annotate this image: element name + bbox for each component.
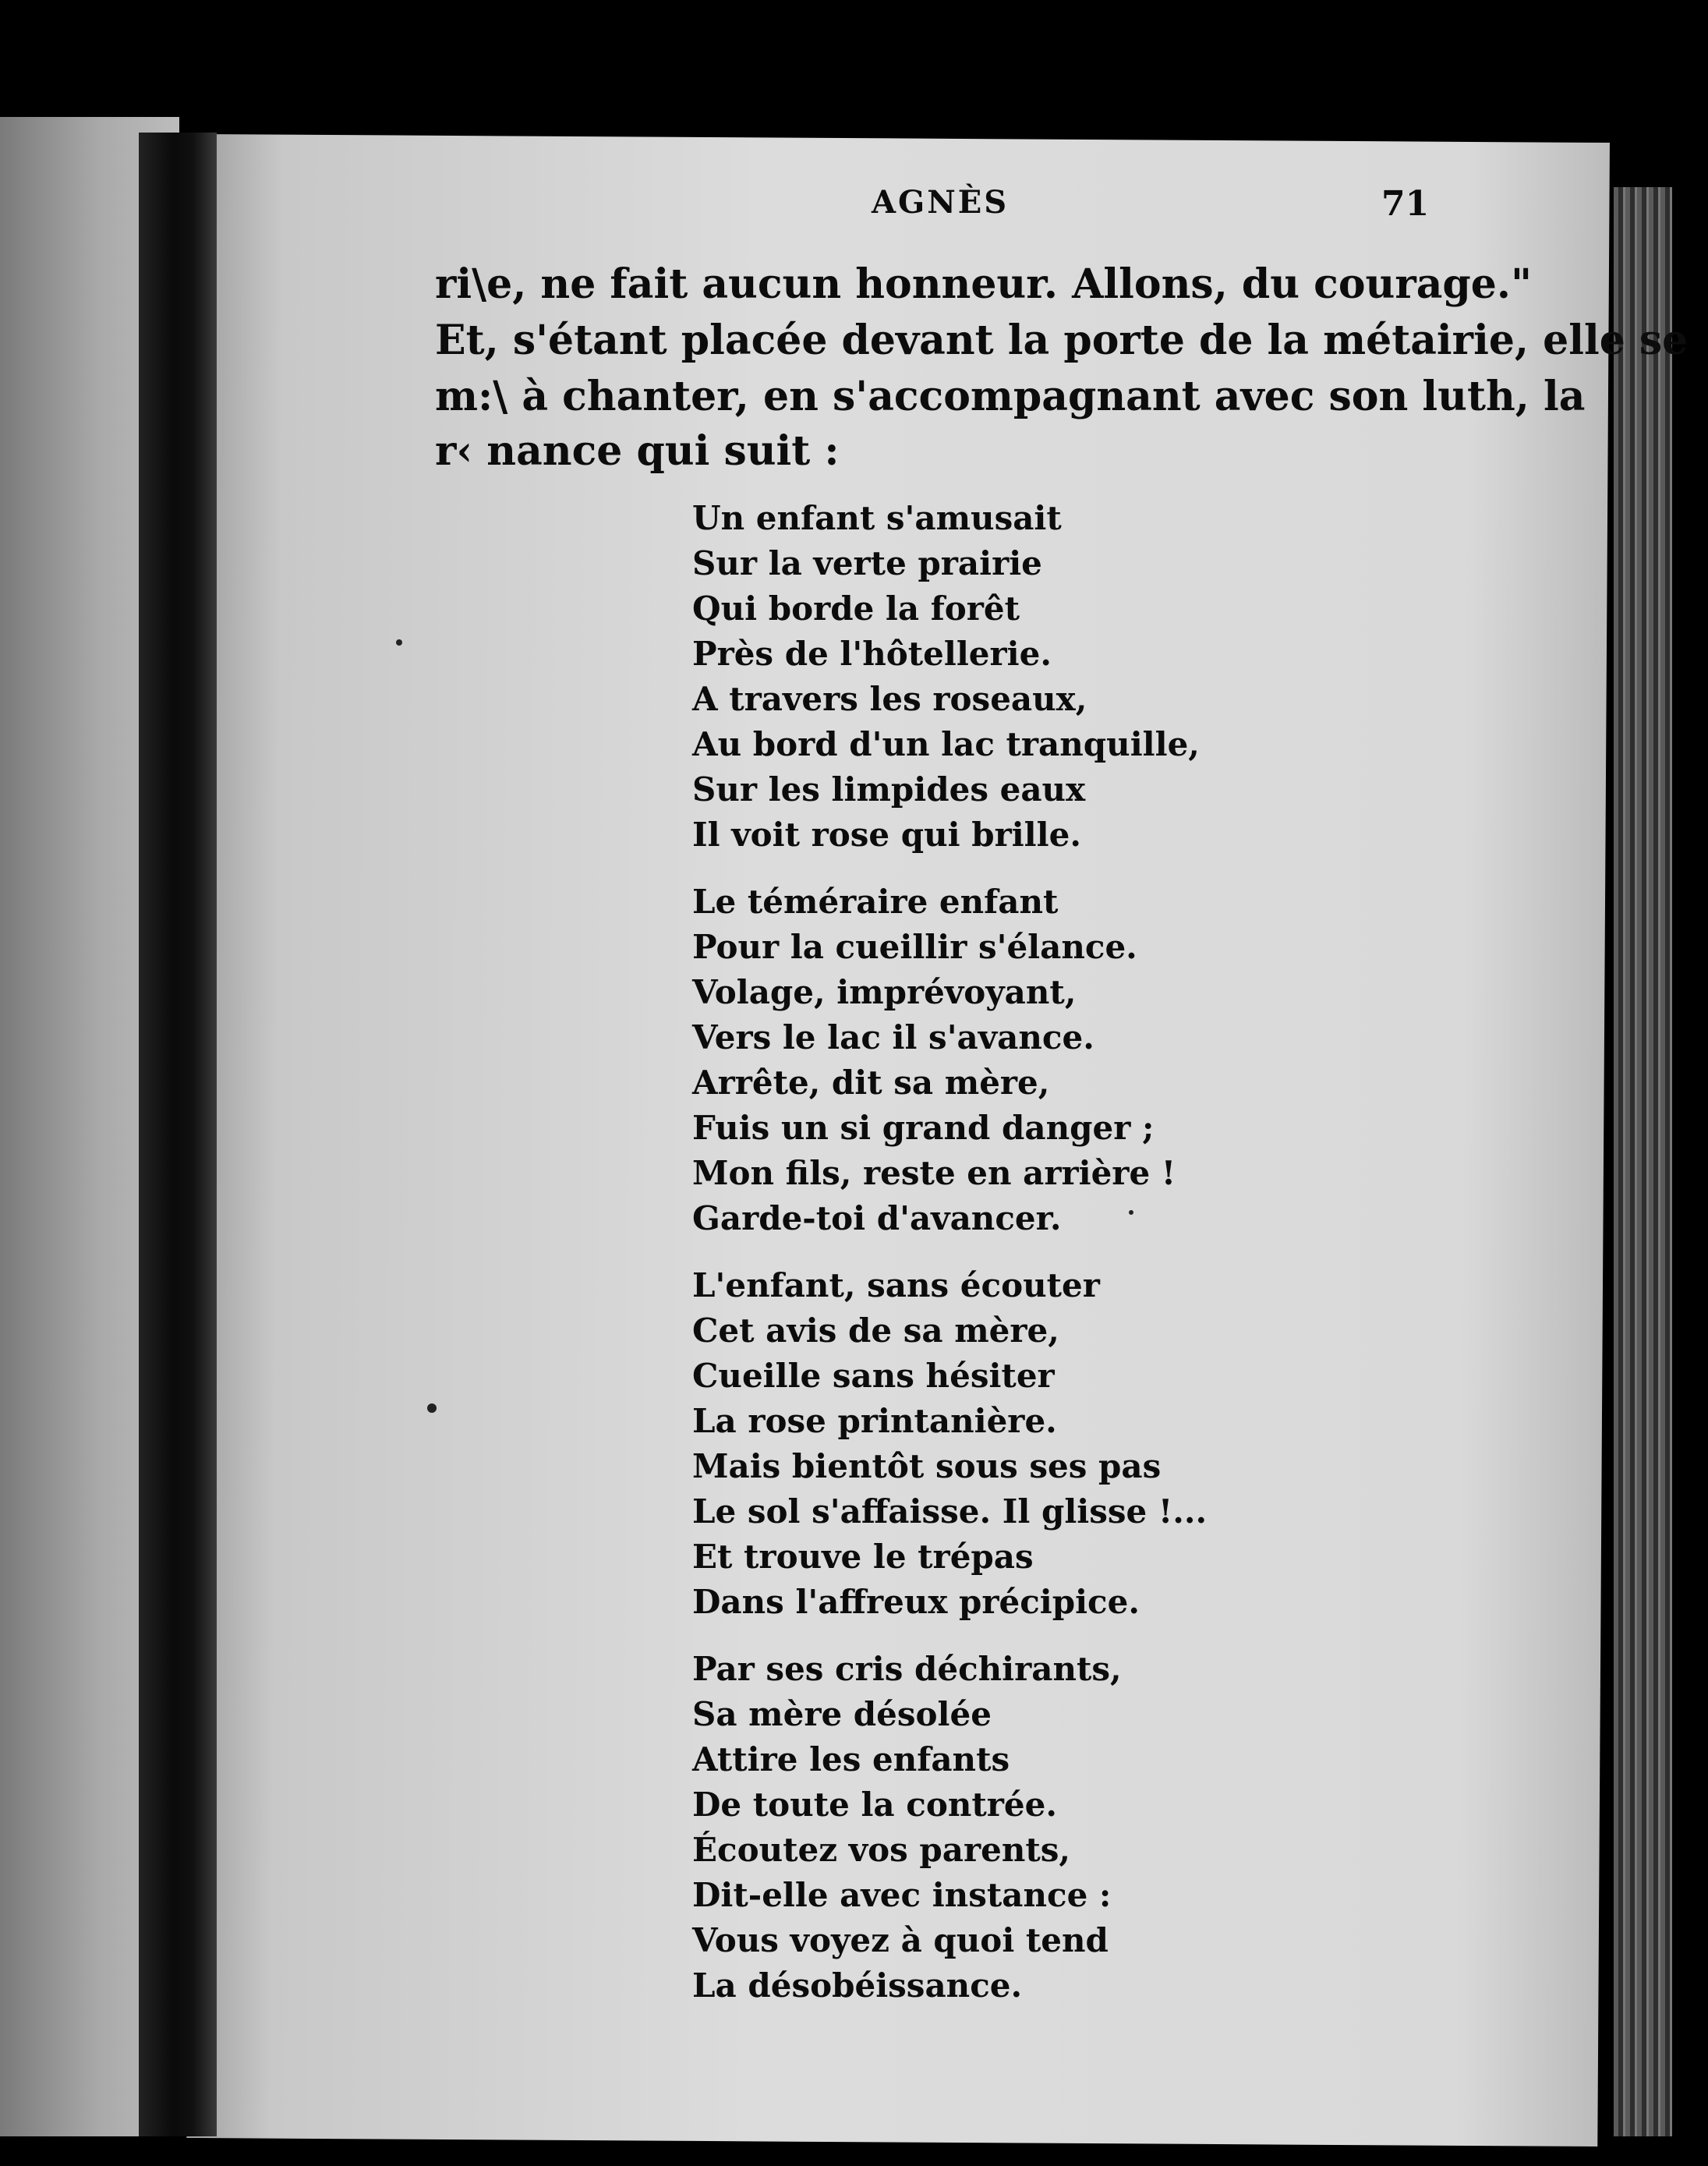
verse-line: Mon fils, reste en arrière !: [692, 1154, 1176, 1192]
verse-line: Le sol s'affaisse. Il glisse !...: [692, 1492, 1208, 1531]
verse-line: Au bord d'un lac tranquille,: [692, 725, 1200, 763]
verse-line: Il voit rose qui brille.: [692, 816, 1081, 854]
verse-line: Qui borde la forêt: [692, 589, 1020, 628]
verse-line: Dans l'affreux précipice.: [692, 1583, 1140, 1621]
verse-line: Vous voyez à quoi tend: [692, 1921, 1109, 1959]
verse-line: La désobéissance.: [692, 1966, 1023, 2005]
verse-line: Et trouve le trépas: [692, 1538, 1034, 1576]
verse-line: Dit-elle avec instance :: [692, 1876, 1112, 1914]
verse-line: Garde-toi d'avancer.: [692, 1199, 1062, 1237]
page-number: 71: [1381, 184, 1430, 224]
verse-line: Près de l'hôtellerie.: [692, 635, 1052, 673]
prose-line: r‹ nance qui suit :: [435, 427, 840, 475]
verse-line: Mais bientôt sous ses pas: [692, 1447, 1162, 1485]
verse-line: Volage, imprévoyant,: [692, 973, 1077, 1011]
verse-line: Écoutez vos parents,: [692, 1831, 1071, 1869]
poem-stanza: [692, 496, 1200, 858]
prose-line: Et, s'étant placée devant la porte de la métairie, elle se: [435, 317, 1689, 364]
page-edges: [1614, 187, 1672, 2136]
poem-stanza: [692, 1263, 1207, 1625]
prose-line: m:\ à chanter, en s'accompagnant avec son luth, la: [435, 373, 1586, 420]
verse-line: Attire les enfants: [692, 1740, 1010, 1778]
verse-line: Arrête, dit sa mère,: [692, 1064, 1050, 1102]
verse-line: Par ses cris déchirants,: [692, 1650, 1122, 1688]
verse-line: De toute la contrée.: [692, 1786, 1057, 1824]
verse-line: Le téméraire enfant: [692, 883, 1059, 921]
verse-line: Un enfant s'amusait: [692, 499, 1062, 537]
verse-line: Vers le lac il s'avance.: [692, 1018, 1094, 1056]
verse-line: L'enfant, sans écouter: [692, 1266, 1100, 1304]
print-speck: [427, 1403, 437, 1413]
print-speck: [396, 639, 402, 646]
verse-line: Fuis un si grand danger ;: [692, 1109, 1155, 1147]
verse-line: Cet avis de sa mère,: [692, 1311, 1059, 1350]
verse-line: Cueille sans hésiter: [692, 1357, 1055, 1395]
verse-line: Sur les limpides eaux: [692, 770, 1086, 809]
verse-line: Sur la verte prairie: [692, 544, 1042, 582]
verse-line: La rose printanière.: [692, 1402, 1057, 1440]
verse-line: Pour la cueillir s'élance.: [692, 928, 1137, 966]
poem-stanza: [692, 879, 1176, 1241]
running-head: AGNÈS: [872, 184, 1010, 221]
prose-line: ri\e, ne fait aucun honneur. Allons, du courage.": [435, 260, 1533, 308]
verse-line: A travers les roseaux,: [692, 680, 1087, 718]
verse-line: Sa mère désolée: [692, 1695, 992, 1733]
book-gutter: [139, 133, 217, 2136]
poem-stanza: [692, 1647, 1122, 2009]
